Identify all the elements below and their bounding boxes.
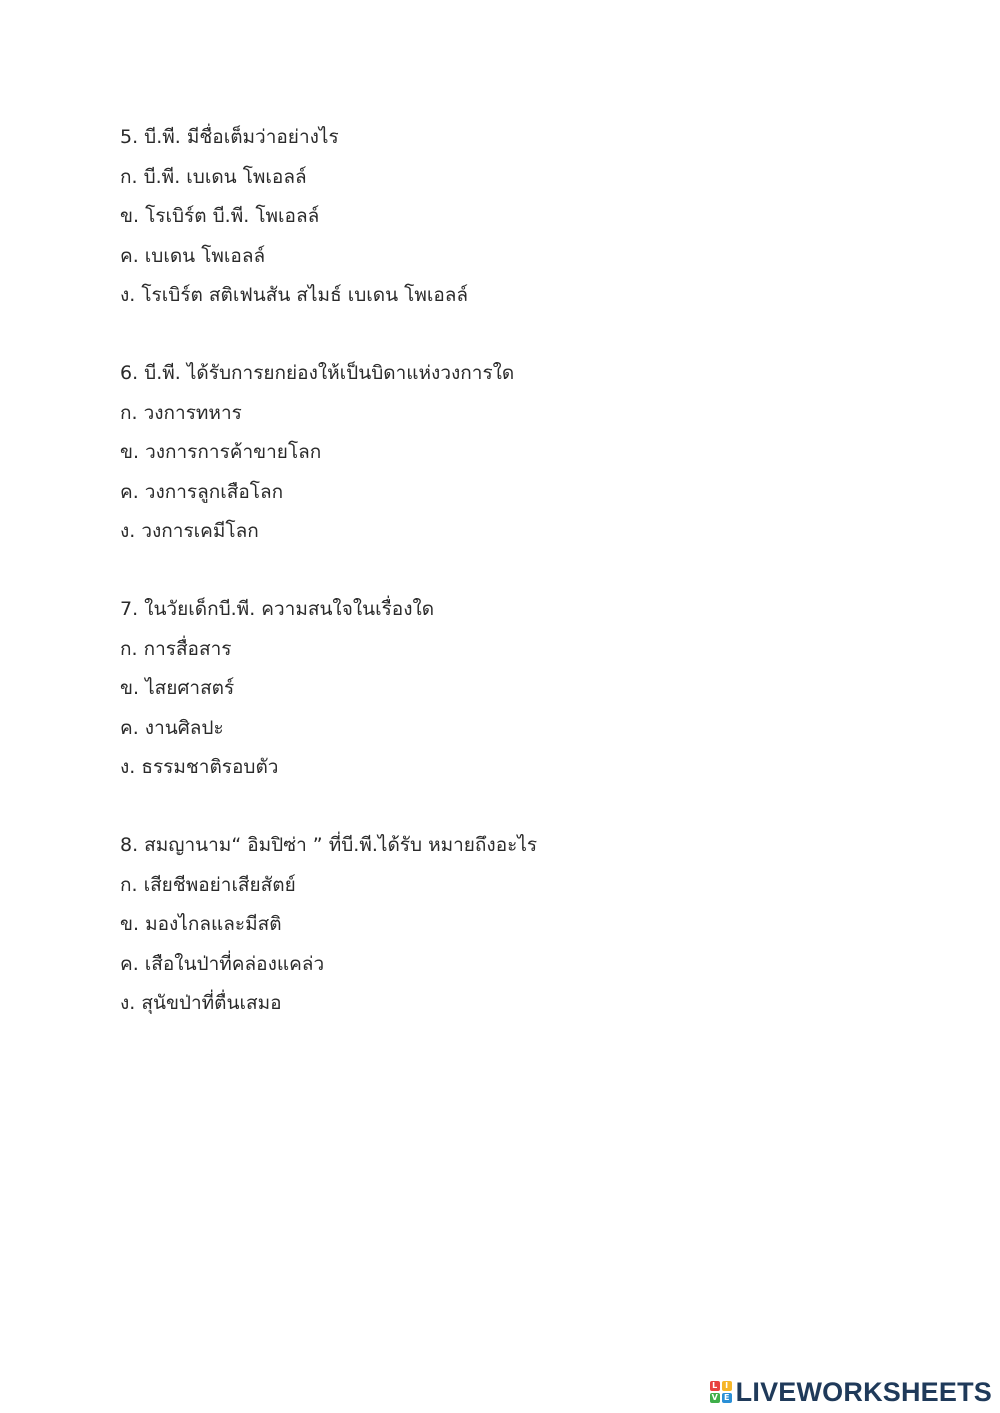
question-6	[120, 354, 880, 552]
question-prompt: 7. ในวัยเด็กบี.พี. ความสนใจในเรื่องใด	[120, 597, 435, 620]
logo-mark-tile: L	[710, 1381, 720, 1391]
answer-option[interactable]: ข. มองไกลและมีสติ	[120, 913, 282, 936]
question-5	[120, 118, 880, 316]
answer-option[interactable]: ก. วงการทหาร	[120, 401, 242, 424]
answer-option[interactable]: ข. โรเบิร์ต บี.พี. โพเอลล์	[120, 205, 320, 228]
question-7	[120, 590, 880, 788]
question-prompt: 6. บี.พี. ได้รับการยกย่องให้เป็นบิดาแห่งวงการใด	[120, 361, 515, 384]
liveworksheets-logo	[710, 1377, 992, 1407]
question-prompt: 8. สมญานาม“ อิมปิซ่า ” ที่บี.พี.ได้รับ หมายถึงอะไร	[120, 833, 538, 856]
answer-option[interactable]: ข. วงการการค้าขายโลก	[120, 441, 322, 464]
worksheet	[120, 118, 880, 1062]
answer-option[interactable]: ค. เสือในป่าที่คล่องแคล่ว	[120, 952, 325, 975]
answer-option[interactable]: ข. ไสยศาสตร์	[120, 677, 235, 700]
answer-option[interactable]: ค. วงการลูกเสือโลก	[120, 480, 284, 503]
logo-text: LIVEWORKSHEETS	[735, 1376, 992, 1407]
logo-mark-tile: I	[722, 1381, 732, 1391]
question-prompt: 5. บี.พี. มีชื่อเต็มว่าอย่างไร	[120, 126, 339, 148]
logo-mark-icon	[710, 1381, 732, 1403]
answer-option[interactable]: ง. โรเบิร์ต สติเฟนสัน สไมธ์ เบเดน โพเอลล์	[120, 284, 469, 307]
answer-option[interactable]: ง. สุนัขป่าที่ตื่นเสมอ	[120, 992, 282, 1015]
answer-option[interactable]: ค. เบเดน โพเอลล์	[120, 244, 266, 267]
answer-option[interactable]: ก. เสียชีพอย่าเสียสัตย์	[120, 873, 296, 896]
answer-option[interactable]: ง. วงการเคมีโลก	[120, 520, 259, 543]
answer-option[interactable]: ก. บี.พี. เบเดน โพเอลล์	[120, 165, 307, 188]
logo-mark-tile: V	[711, 1393, 718, 1402]
answer-option[interactable]: ค. งานศิลปะ	[120, 716, 224, 739]
question-8	[120, 826, 880, 1024]
answer-option[interactable]: ง. ธรรมชาติรอบตัว	[120, 756, 279, 779]
answer-option[interactable]: ก. การสื่อสาร	[120, 637, 232, 660]
logo-mark-tile: E	[722, 1393, 732, 1403]
